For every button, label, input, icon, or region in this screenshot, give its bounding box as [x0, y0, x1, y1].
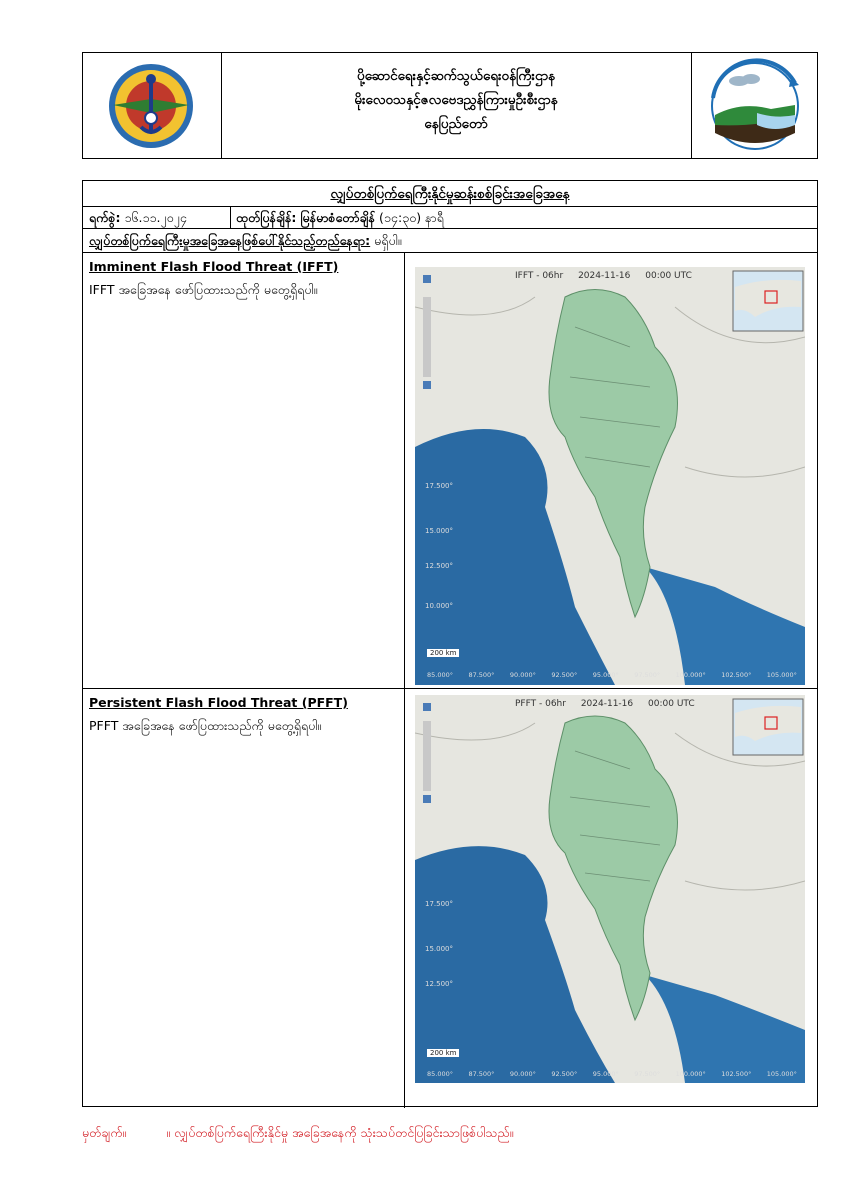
- ifft-map-caption: [515, 271, 692, 281]
- pfft-lon-9: 105.000°: [766, 1070, 797, 1078]
- pfft-lon-6: 97.500°: [634, 1070, 661, 1078]
- ifft-lat-1: 17.500°: [425, 482, 453, 490]
- ifft-text: IFFT အခြေအနေ ဖော်ပြထားသည်ကို မတွေ့ရှိရပါ။: [89, 282, 318, 297]
- ifft-lon-2: 87.500°: [468, 671, 495, 679]
- pfft-lat-3: 12.500°: [425, 980, 453, 988]
- pfft-lon-3: 90.000°: [509, 1070, 536, 1078]
- pfft-map-scale: 200 km: [427, 1049, 459, 1057]
- issue-mmt: မြန်မာစံတော်ချိန်: [300, 210, 376, 225]
- ifft-lat-2: 15.000°: [425, 527, 453, 535]
- table-title-row: [83, 181, 817, 207]
- header-line-1: ပို့ဆောင်ရေးနှင့်ဆက်သွယ်ရေးဝန်ကြီးဌာန: [357, 68, 555, 84]
- header-line-3: နေပြည်တော်: [424, 116, 488, 132]
- date-row: [83, 207, 817, 229]
- header-box: [82, 52, 818, 159]
- ifft-lat-4: 10.000°: [425, 602, 453, 610]
- header-line-2: မိုးလေဝသနှင့်ဇလဗေဒညွှန်ကြားမှုဦးစီးဌာန: [354, 92, 558, 108]
- ifft-lon-3: 90.000°: [509, 671, 536, 679]
- ifft-map-svg: [415, 267, 805, 685]
- ifft-lon-1: 85.000°: [427, 671, 453, 679]
- pfft-lon-4: 92.500°: [551, 1070, 578, 1078]
- table-title: လျှပ်တစ်ပြက်ရေကြီးနိုင်မှုဆန်းစစ်ခြင်းအခြေအနေ: [330, 186, 570, 202]
- ifft-heading: Imminent Flash Flood Threat (IFFT): [89, 259, 339, 274]
- ministry-emblem-icon: [83, 53, 221, 158]
- header-title-cell: [221, 53, 692, 158]
- ifft-lon-7: 100.000°: [675, 671, 706, 679]
- status-table: [82, 180, 818, 1107]
- ifft-lon-5: 95.000°: [592, 671, 619, 679]
- ifft-lon-8: 102.500°: [721, 671, 752, 679]
- pfft-lon-2: 87.500°: [468, 1070, 495, 1078]
- ifft-map-scale: 200 km: [427, 649, 459, 657]
- date-label: ရက်စွဲ:: [89, 210, 121, 225]
- pfft-row: [83, 689, 817, 1108]
- ifft-map-time: 00:00 UTC: [645, 271, 692, 281]
- ifft-map-label: IFFT - 06hr: [515, 271, 564, 281]
- pfft-lon-5: 95.000°: [592, 1070, 619, 1078]
- ifft-lat-3: 12.500°: [425, 562, 453, 570]
- pfft-heading: Persistent Flash Flood Threat (PFFT): [89, 695, 348, 710]
- pfft-text: PFFT အခြေအနေ ဖော်ပြထားသည်ကို မတွေ့ရှိရပါ။: [89, 718, 322, 733]
- pfft-lon-7: 100.000°: [675, 1070, 706, 1078]
- pfft-lon-1: 85.000°: [427, 1070, 453, 1078]
- pfft-map-label: PFFT - 06hr: [515, 699, 566, 709]
- pfft-map-caption: [515, 699, 695, 709]
- issue-label: ထုတ်ပြန်ချိန်:: [236, 210, 297, 225]
- right-logo-cell: [691, 53, 817, 158]
- pfft-map-date: 2024-11-16: [580, 699, 634, 709]
- ifft-lon-4: 92.500°: [551, 671, 578, 679]
- pfft-divider: [404, 689, 405, 1108]
- water-cycle-logo-icon: [691, 53, 819, 158]
- date-value: ၁၆.၁၁.၂၀၂၄: [124, 210, 187, 225]
- ifft-lon-6: 97.500°: [634, 671, 661, 679]
- pfft-lat-1: 17.500°: [425, 900, 453, 908]
- pfft-lat-2: 15.000°: [425, 945, 453, 953]
- ifft-lon-axis: [427, 671, 797, 679]
- note-text: ။ လျှပ်တစ်ပြက်ရေကြီးနိုင်မှု အခြေအနေကို သုံးသပ်တင်ပြခြင်းသာဖြစ်ပါသည်။: [166, 1125, 514, 1140]
- issue-time: (၁၄:၃၀) နာရီ: [379, 210, 444, 225]
- pfft-lon-axis: [427, 1070, 797, 1078]
- areas-row: [83, 229, 817, 253]
- pfft-map[interactable]: [415, 695, 805, 1083]
- areas-field: [89, 231, 402, 251]
- left-logo-cell: [83, 53, 222, 158]
- pfft-lon-8: 102.500°: [721, 1070, 752, 1078]
- pfft-map-svg: [415, 695, 805, 1083]
- date-divider: [230, 207, 231, 229]
- ifft-map-date: 2024-11-16: [578, 271, 631, 281]
- ifft-divider: [404, 253, 405, 689]
- date-field: [89, 208, 187, 228]
- note-label: မှတ်ချက်။: [82, 1125, 127, 1140]
- ifft-lon-9: 105.000°: [766, 671, 797, 679]
- ifft-row: [83, 253, 817, 689]
- areas-value: မရှိပါ။: [374, 233, 402, 248]
- ifft-map[interactable]: [415, 267, 805, 685]
- pfft-map-time: 00:00 UTC: [648, 699, 695, 709]
- areas-label: လျှပ်တစ်ပြက်ရေကြီးမှုအခြေအနေဖြစ်ပေါ်နိုင်သည့်တည်နေရာ:: [89, 233, 371, 248]
- issue-time-field: [236, 208, 444, 228]
- footer-note: [82, 1125, 513, 1144]
